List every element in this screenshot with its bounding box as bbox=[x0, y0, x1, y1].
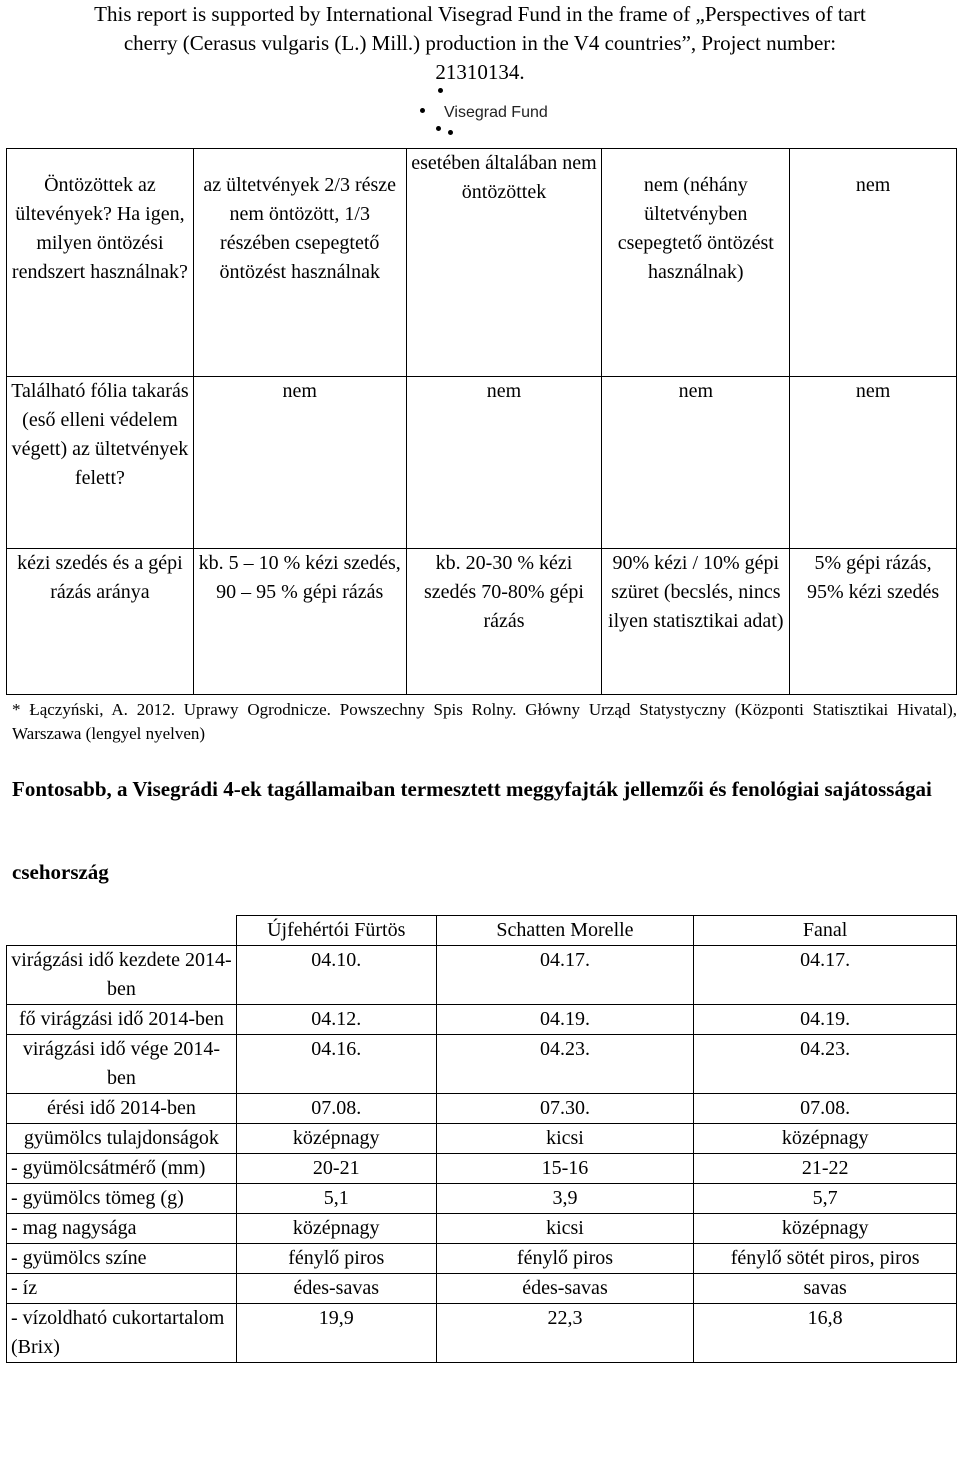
table-cell: középnagy bbox=[236, 1214, 436, 1244]
table-cell: 04.19. bbox=[436, 1005, 694, 1035]
table-cell: 20-21 bbox=[236, 1154, 436, 1184]
table-cell: 04.17. bbox=[436, 946, 694, 1005]
row-label: - mag nagysága bbox=[7, 1214, 237, 1244]
column-header: Újfehértói Fürtös bbox=[236, 916, 436, 946]
logo-dot-icon bbox=[448, 130, 453, 135]
table-row bbox=[7, 1304, 957, 1363]
row-label: - gyümölcsátmérő (mm) bbox=[7, 1154, 237, 1184]
table-cell: kb. 20-30 % kézi szedés 70-80% gépi rázás bbox=[406, 549, 602, 695]
table-cell: 07.08. bbox=[236, 1094, 436, 1124]
row-label: - gyümölcs színe bbox=[7, 1244, 237, 1274]
table-cell: fénylő piros bbox=[436, 1244, 694, 1274]
table-row bbox=[7, 377, 957, 549]
table-cell: kb. 5 – 10 % kézi szedés, 90 – 95 % gépi rázás bbox=[193, 549, 406, 695]
column-header bbox=[7, 916, 237, 946]
header-line-3: 21310134. bbox=[435, 60, 525, 84]
row-question: Öntözöttek az ültevények? Ha igen, milyen öntözési rendszert használnak? bbox=[7, 149, 194, 377]
table-cell: 07.30. bbox=[436, 1094, 694, 1124]
table-header-row bbox=[7, 916, 957, 946]
table-row bbox=[7, 1274, 957, 1304]
table-cell: az ültetvények 2/3 része nem öntözött, 1/3 részében csepegtető öntözést használnak bbox=[193, 149, 406, 377]
table-cell: nem bbox=[193, 377, 406, 549]
table-cell: 16,8 bbox=[694, 1304, 957, 1363]
column-header: Fanal bbox=[694, 916, 957, 946]
logo-text: Visegrad Fund bbox=[444, 104, 548, 121]
table-cell: 04.23. bbox=[436, 1035, 694, 1094]
logo-dot-icon bbox=[436, 126, 441, 131]
table-cell: 04.12. bbox=[236, 1005, 436, 1035]
row-label: gyümölcs tulajdonságok bbox=[7, 1124, 237, 1154]
logo-dot-icon bbox=[420, 108, 425, 113]
table-cell: 04.17. bbox=[694, 946, 957, 1005]
table-row bbox=[7, 1214, 957, 1244]
table-cell: kicsi bbox=[436, 1124, 694, 1154]
row-question: Található fólia takarás (eső elleni védelem végett) az ültetvények felett? bbox=[7, 377, 194, 549]
table-cell: 5,7 bbox=[694, 1184, 957, 1214]
table-cell: savas bbox=[694, 1274, 957, 1304]
header-line-2: cherry (Cerasus vulgaris (L.) Mill.) production in the V4 countries”, Project number: bbox=[123, 31, 837, 55]
table-cell: 90% kézi / 10% gépi szüret (becslés, nincs ilyen statisztikai adat) bbox=[602, 549, 790, 695]
table-cell: 04.16. bbox=[236, 1035, 436, 1094]
table-cell: nem bbox=[790, 149, 957, 377]
table-cell: 04.10. bbox=[236, 946, 436, 1005]
table-cell: 22,3 bbox=[436, 1304, 694, 1363]
section-heading: Fontosabb, a Visegrádi 4-ek tagállamaiban termesztett meggyfajták jellemzői és fenológiai sajátosságai bbox=[12, 777, 932, 801]
row-label: - vízoldható cukortartalom (Brix) bbox=[7, 1304, 237, 1363]
footnote: * Łączyński, A. 2012. Uprawy Ogrodnicze. Powszechny Spis Rolny. Główny Urząd Statystyczny (Központi Statisztikai Hivatal), Warszawa (lengyel nyelven) bbox=[12, 700, 957, 743]
table-cell: 5% gépi rázás, 95% kézi szedés bbox=[790, 549, 957, 695]
table-row bbox=[7, 1244, 957, 1274]
row-label: - íz bbox=[7, 1274, 237, 1304]
row-label: fő virágzási idő 2014-ben bbox=[7, 1005, 237, 1035]
table-cell: kicsi bbox=[436, 1214, 694, 1244]
cultivar-table bbox=[6, 915, 957, 1363]
table-cell: 3,9 bbox=[436, 1184, 694, 1214]
table-row bbox=[7, 1094, 957, 1124]
table-cell: édes-savas bbox=[236, 1274, 436, 1304]
row-label: érési idő 2014-ben bbox=[7, 1094, 237, 1124]
table-cell: 07.08. bbox=[694, 1094, 957, 1124]
table-cell: 04.19. bbox=[694, 1005, 957, 1035]
table-row bbox=[7, 1184, 957, 1214]
table-cell: 19,9 bbox=[236, 1304, 436, 1363]
table-cell: nem (néhány ültetvényben csepegtető öntözést használnak) bbox=[602, 149, 790, 377]
table-cell: nem bbox=[790, 377, 957, 549]
country-label: csehország bbox=[12, 860, 109, 884]
table-row bbox=[7, 1124, 957, 1154]
column-header: Schatten Morelle bbox=[436, 916, 694, 946]
row-label: virágzási idő kezdete 2014-ben bbox=[7, 946, 237, 1005]
table-row bbox=[7, 549, 957, 695]
table-cell: 5,1 bbox=[236, 1184, 436, 1214]
table-cell: édes-savas bbox=[436, 1274, 694, 1304]
report-header bbox=[0, 0, 960, 87]
table-cell: 21-22 bbox=[694, 1154, 957, 1184]
visegrad-fund-logo bbox=[420, 86, 560, 138]
row-label: virágzási idő vége 2014-ben bbox=[7, 1035, 237, 1094]
table-cell: 04.23. bbox=[694, 1035, 957, 1094]
table-row bbox=[7, 149, 957, 377]
table-cell: nem bbox=[406, 377, 602, 549]
logo-dot-icon bbox=[438, 88, 443, 93]
table-row bbox=[7, 946, 957, 1005]
row-question: kézi szedés és a gépi rázás aránya bbox=[7, 549, 194, 695]
table-cell: fénylő sötét piros, piros bbox=[694, 1244, 957, 1274]
table-cell: fénylő piros bbox=[236, 1244, 436, 1274]
table-cell: középnagy bbox=[236, 1124, 436, 1154]
table-cell: nem bbox=[602, 377, 790, 549]
row-label: - gyümölcs tömeg (g) bbox=[7, 1184, 237, 1214]
cultivation-table bbox=[6, 148, 957, 695]
table-row bbox=[7, 1035, 957, 1094]
table-row bbox=[7, 1005, 957, 1035]
table-cell: 15-16 bbox=[436, 1154, 694, 1184]
table-row bbox=[7, 1154, 957, 1184]
table-cell: esetében általában nem öntözöttek bbox=[406, 149, 602, 377]
table-cell: középnagy bbox=[694, 1124, 957, 1154]
header-line-1: This report is supported by International Visegrad Fund in the frame of „Perspectives of tart bbox=[94, 2, 866, 26]
table-cell: középnagy bbox=[694, 1214, 957, 1244]
